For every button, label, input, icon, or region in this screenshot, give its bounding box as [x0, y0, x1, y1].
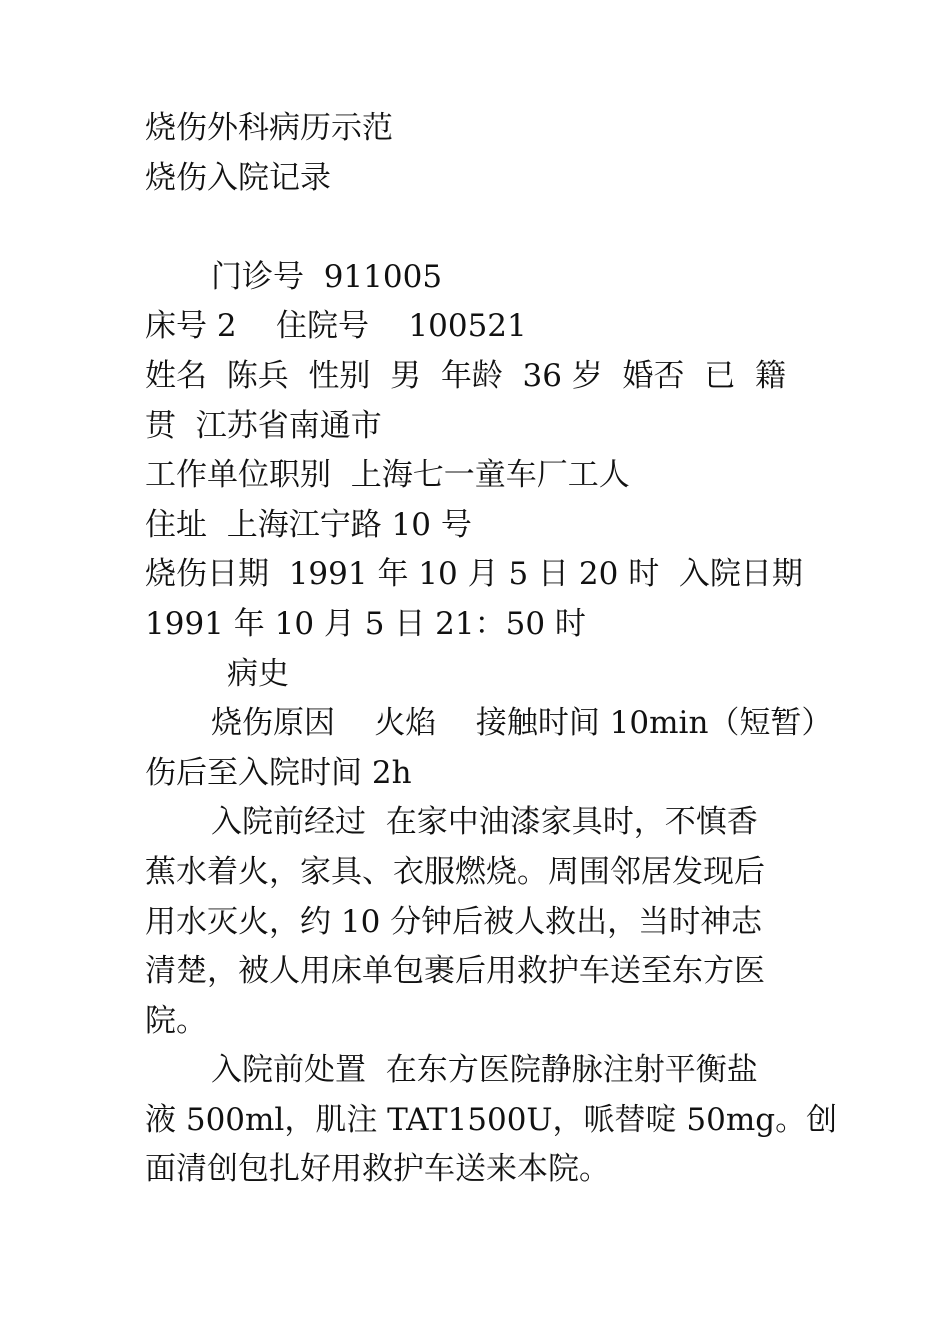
document-page	[145, 104, 838, 1195]
pre-admission-course-line-4: 清楚，被人用床单包裹后用救护车送至东方医	[145, 953, 765, 990]
native-place-line: 贯 江苏省南通市	[145, 407, 382, 444]
pre-admission-course-line-1: 入院前经过 在家中油漆家具时，不慎香	[211, 804, 758, 841]
history-heading: 病史	[227, 655, 289, 692]
document-title: 烧伤外科病历示范	[145, 110, 393, 146]
blank-line	[145, 203, 810, 253]
address-line: 住址 上海江宁路 10 号	[145, 506, 472, 543]
document-subtitle: 烧伤入院记录	[145, 159, 331, 196]
pre-admission-treatment-line-2: 液 500ml，肌注 TAT1500U，哌替啶 50mg。创	[145, 1101, 838, 1138]
pre-admission-treatment-line-3: 面清创包扎好用救护车送来本院。	[145, 1151, 610, 1188]
bed-and-admission-number: 床号 2 住院号 100521	[145, 308, 527, 345]
burn-cause-line: 烧伤原因 火焰 接触时间 10min（短暂）	[211, 705, 833, 742]
burn-date-line: 烧伤日期 1991 年 10 月 5 日 20 时 入院日期	[145, 556, 803, 593]
time-to-admission-line: 伤后至入院时间 2h	[145, 754, 412, 791]
outpatient-number: 门诊号 911005	[211, 258, 443, 295]
pre-admission-course-line-3: 用水灭火，约 10 分钟后被人救出，当时神志	[145, 903, 763, 940]
pre-admission-treatment-line-1: 入院前处置 在东方医院静脉注射平衡盐	[211, 1052, 758, 1089]
workplace-line: 工作单位职别 上海七一童车厂工人	[145, 457, 630, 494]
pre-admission-course-line-5: 院。	[145, 1002, 207, 1039]
admission-date-line: 1991 年 10 月 5 日 21：50 时	[145, 605, 586, 642]
pre-admission-course-line-2: 蕉水着火，家具、衣服燃烧。周围邻居发现后	[145, 853, 765, 890]
patient-info-line: 姓名 陈兵 性别 男 年龄 36 岁 婚否 已 籍	[145, 357, 786, 394]
